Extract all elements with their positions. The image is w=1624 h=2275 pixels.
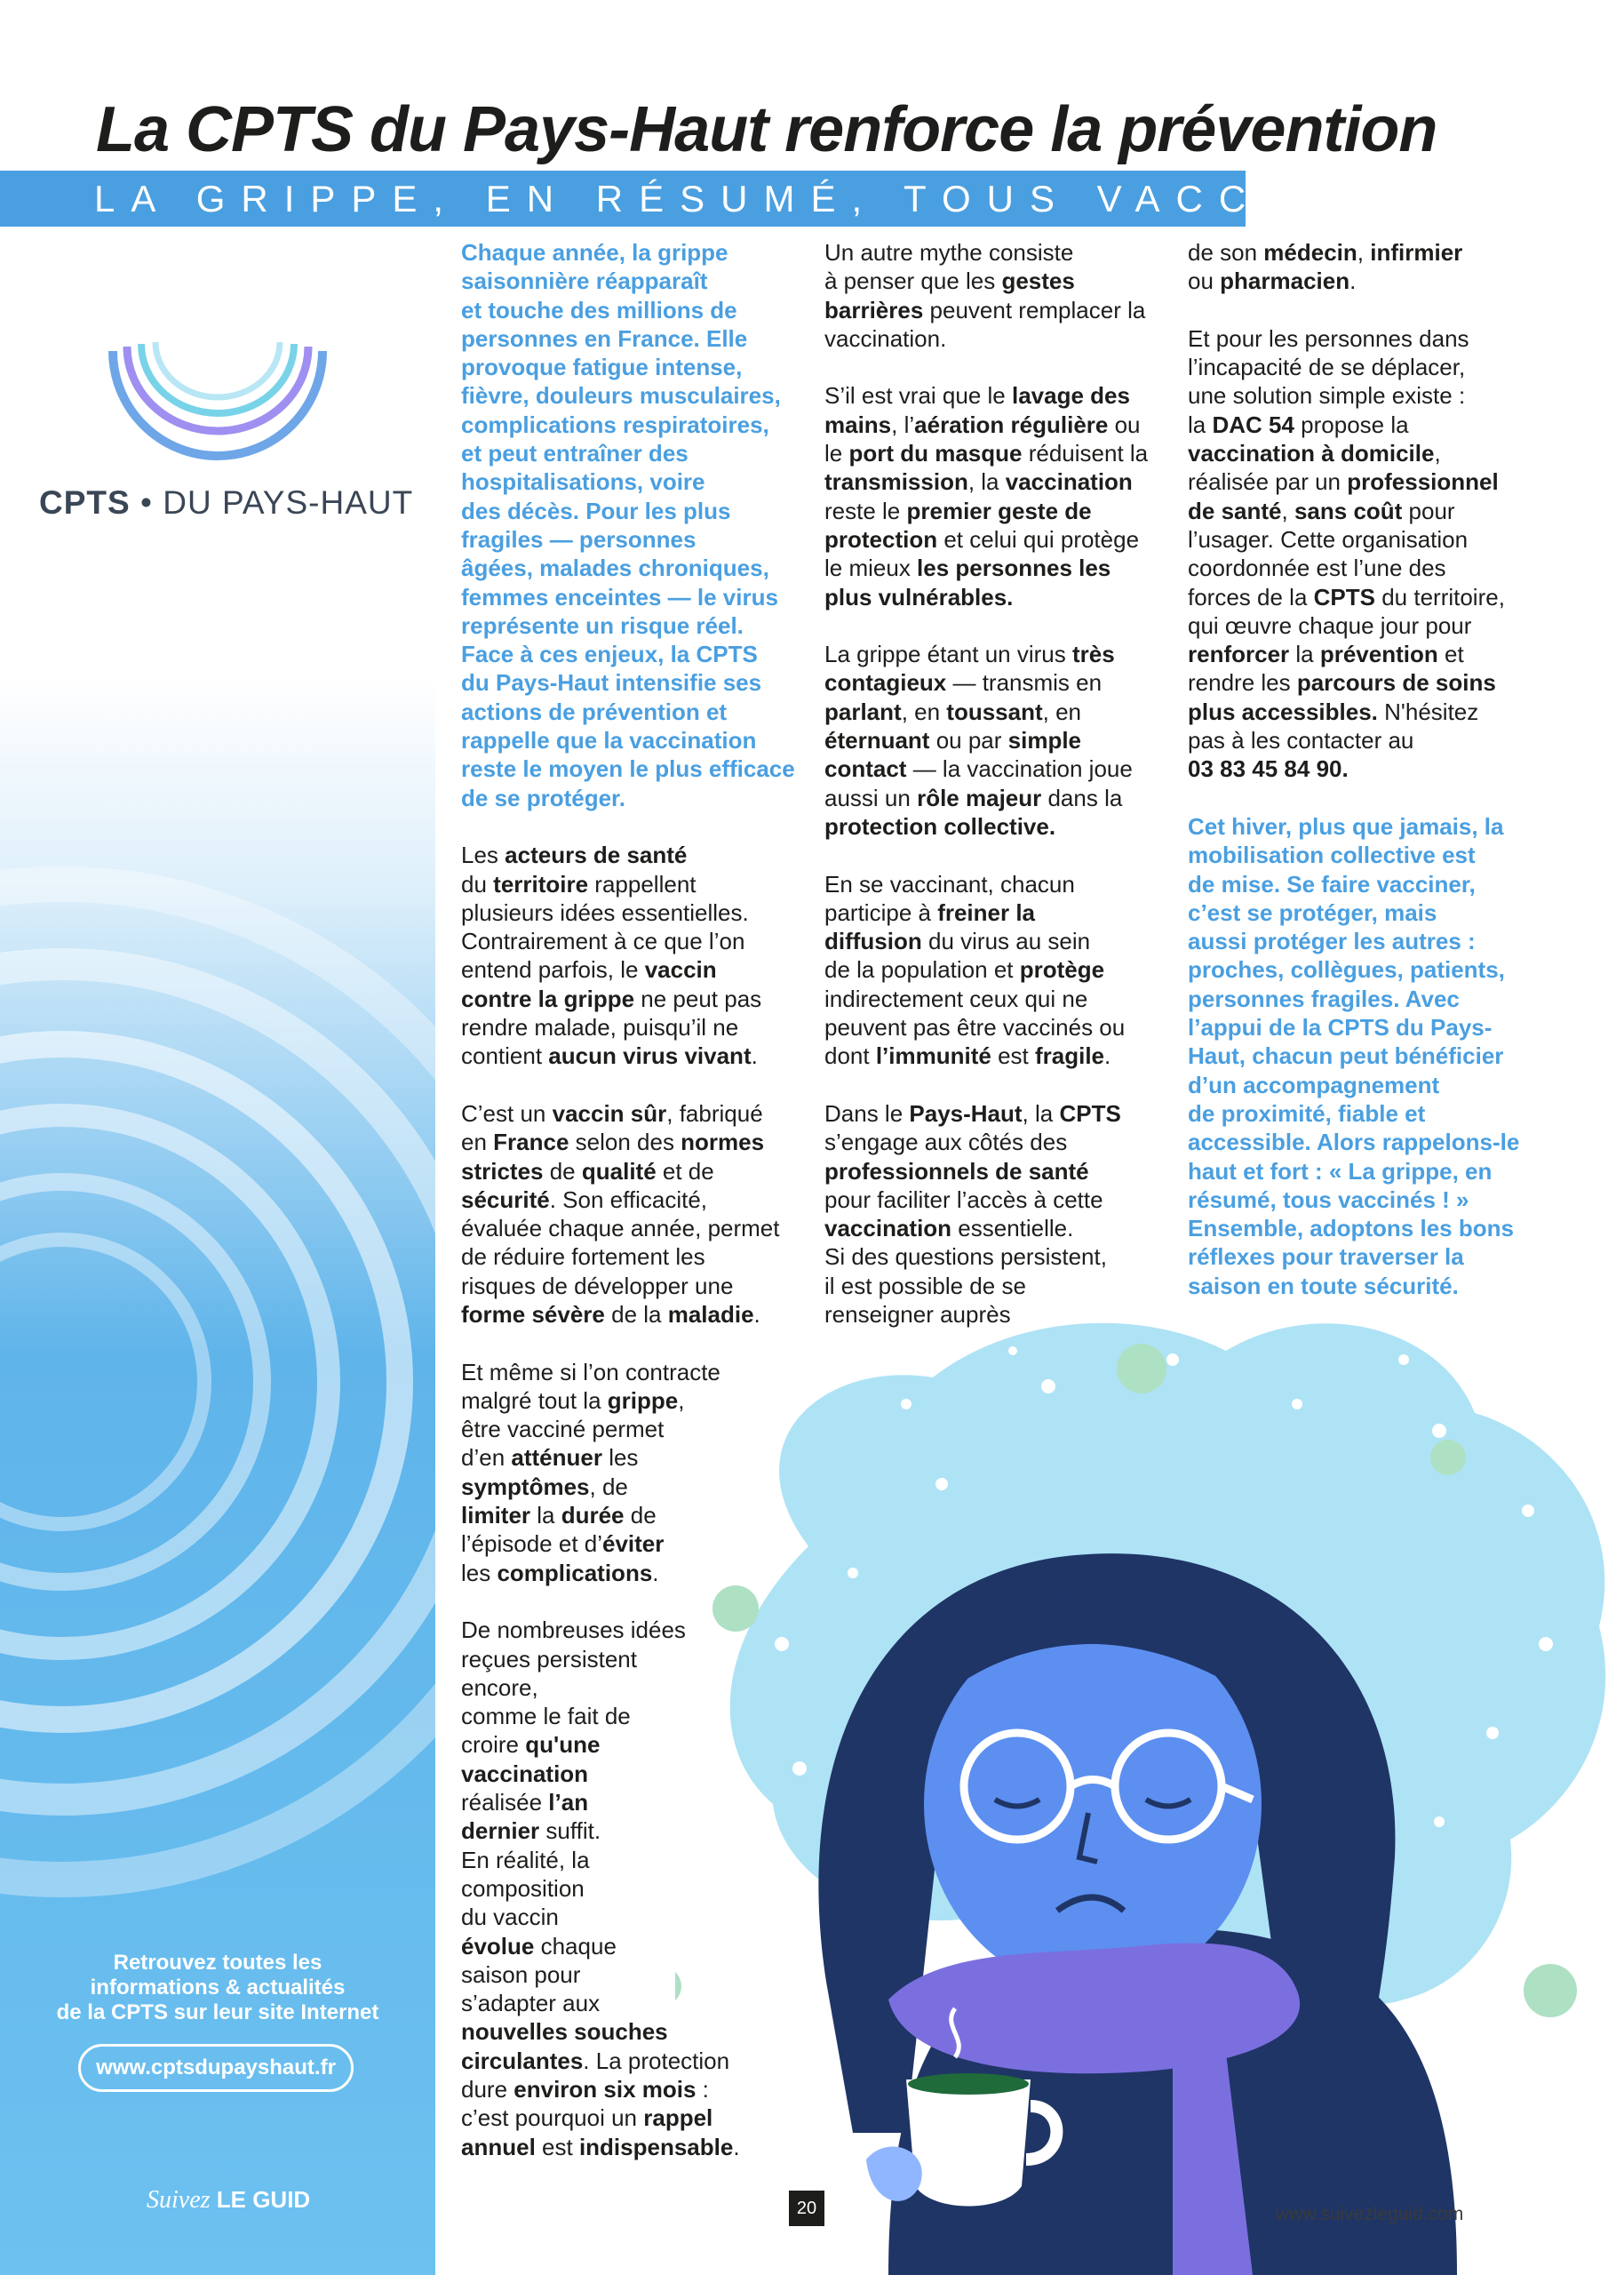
sidebar [0,227,435,2275]
body-paragraph: Les acteurs de santé du territoire rappellent plusieurs idées essentielles. Contrairement à ce que l’on entend parfois, le vaccin contre la grippe ne peut pas rendre malade, puisqu’il ne contient aucun virus vivant. [461,842,762,1070]
outro-paragraph: Cet hiver, plus que jamais, la mobilisation collective est de mise. Se faire vacciner, c’est se protéger, mais aussi protéger les autres : proches, collègues, patients, personnes fragiles. Avec l’appui de la CPTS du Pays- Haut, chacun peut bénéficier d’un accompagnement de proximité, fiable et accessible. Alors rappelons-le haut et fort : « La grippe, en résumé, tous vaccinés ! » Ensemble, adoptons les bons réflexes pour traverser la saison en toute sécurité. [1188,812,1520,1299]
body-paragraph: Dans le Pays-Haut, la CPTS s’engage aux côtés des professionnels de santé pour faciliter l’accès à cette vaccination essentielle. Si des questions persistent, il est possible de se renseigner auprès [824,1099,1121,1328]
cpts-logo-text [39,484,413,522]
logo-rest: DU PAYS-HAUT [163,484,414,521]
promo-line: Retrouvez toutes les [113,1951,322,1975]
page-number: 20 [789,2191,824,2226]
logo-separator: • [139,484,153,521]
article-column-2 [824,238,1148,1358]
body-paragraph: Un autre mythe consiste à penser que les gestes barrières peuvent remplacer la vaccination. [824,239,1146,352]
suivez-le-guid-logo [147,2186,310,2215]
intro-paragraph: Chaque année, la grippe saisonnière réapparaît et touche des millions de personnes en France. Elle provoque fatigue intense, fièvre, douleurs musculaires, complications respiratoires, et peut entraîner des hospitalisations, voire des décès. Pour les plus fragiles — personnes âgées, malades chroniques, femmes enceintes — le virus représente un risque réel. Face à ces enjeux, la CPTS du Pays-Haut intensifie ses actions de prévention et rappelle que la vaccination reste le moyen le plus efficace de se protéger. [461,239,795,811]
logo-brand: LE GUID [216,2186,311,2213]
footer-website: www.suivezleguid.com [1276,2204,1464,2224]
cpts-logo-icon [102,298,333,475]
body-paragraph: Et même si l’on contracte malgré tout la grippe, être vacciné permet d’en atténuer les symptômes, de limiter la durée de l’épisode et d’éviter les complications. [461,1358,720,1586]
page-title: La CPTS du Pays-Haut renforce la prévention [96,94,1437,165]
promo-line: informations & actualités [90,1976,346,2000]
body-paragraph: de son médecin, infirmier ou pharmacien. [1188,239,1463,295]
sick-girl-illustration [675,1306,1624,2275]
article-column-1 [461,238,795,2190]
article-column-3 [1188,238,1519,1329]
section-banner [0,171,1466,227]
promo-text [27,1951,409,2025]
promo-line: de la CPTS sur leur site Internet [56,2000,379,2024]
body-paragraph: De nombreuses idées reçues persistent encore, comme le fait de croire qu'une vaccination réalisée l’an dernier suffit. En réalité, la composition du vaccin évolue chaque saison pour s’adapter aux nouvelles souches circulantes. La protection dure environ six mois : c’est pourquoi un rappel annuel est indispensable. [461,1616,740,2160]
logo-bold: CPTS [39,484,131,521]
banner-text: LA GRIPPE, EN RÉSUMÉ, TOUS VACCINÉS ! [94,178,1466,220]
body-paragraph: C’est un vaccin sûr, fabriqué en France selon des normes strictes de qualité et de sécurité. Son efficacité, évaluée chaque année, permet de réduire fortement les risques de développer une forme sévère de la maladie. [461,1099,780,1328]
body-paragraph: S’il est vrai que le lavage des mains, l’aération régulière ou le port du masque réduisent la transmission, la vaccination reste le premier geste de protection et celui qui protège le mieux les personnes les plus vulnérables. [824,382,1149,611]
website-link[interactable]: www.cptsdupayshaut.fr [78,2044,354,2092]
logo-script: Suivez [147,2186,211,2214]
body-paragraph: Et pour les personnes dans l’incapacité de se déplacer, une solution simple existe : la DAC 54 propose la vaccination à domicile, réalisée par un professionnel de santé, sans coût pour l’usager. Cette organisation coordonnée est l’une des forces de la CPTS du territoire, qui œuvre chaque jour pour renforcer la prévention et rendre les parcours de soins plus accessibles. N'hésitez pas à les contacter au 03 83 45 84 90. [1188,324,1505,783]
body-paragraph: La grippe étant un virus très contagieux — transmis en parlant, en toussant, en éternuant ou par simple contact — la vaccination joue aussi un rôle majeur dans la protection collective. [824,641,1133,840]
body-paragraph: En se vaccinant, chacun participe à freiner la diffusion du virus au sein de la population et protège indirectement ceux qui ne peuvent pas être vaccinés ou dont l’immunité est fragile. [824,870,1126,1070]
